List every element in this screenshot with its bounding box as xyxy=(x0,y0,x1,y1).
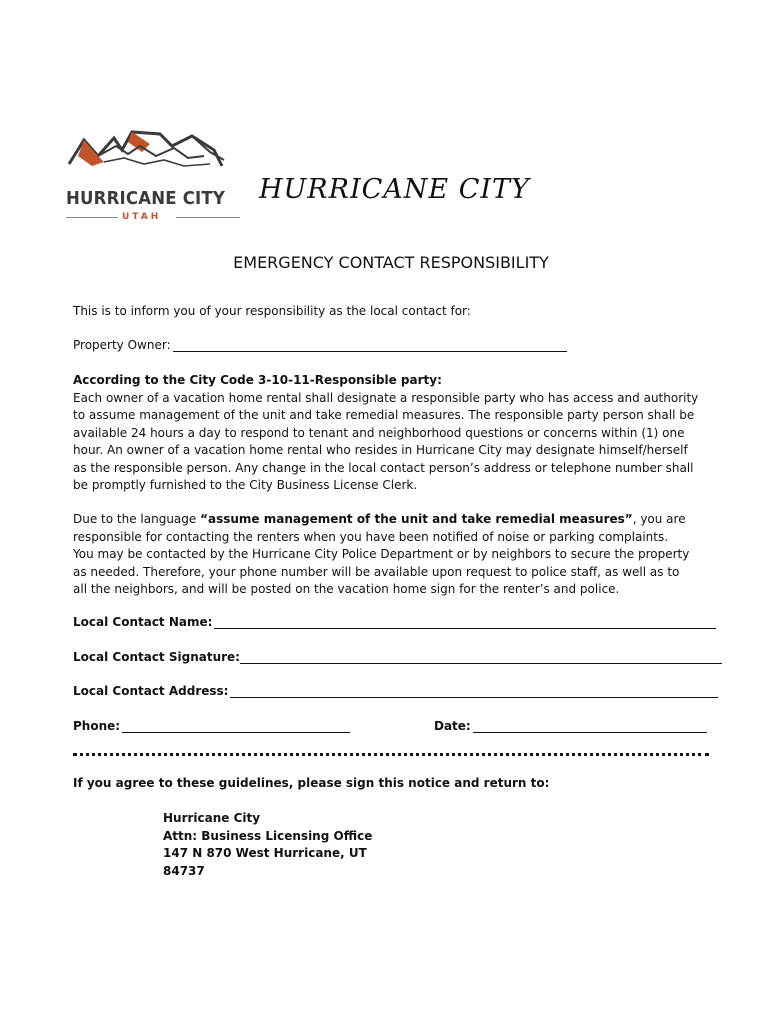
contact-signature-field xyxy=(73,650,722,664)
address-line: 147 N 870 West Hurricane, UT xyxy=(163,846,367,860)
date-field xyxy=(434,719,707,733)
hurricane-city-logo xyxy=(64,126,244,226)
city-script-title: HURRICANE CITY xyxy=(259,174,530,205)
contact-name-label: Local Contact Name: xyxy=(73,615,213,629)
document-title: EMERGENCY CONTACT RESPONSIBILITY xyxy=(233,253,549,272)
intro-text: This is to inform you of your responsibility as the local contact for: xyxy=(73,304,471,318)
due-quote: “assume management of the unit and take remedial measures” xyxy=(200,512,633,526)
property-owner-field xyxy=(73,338,567,352)
contact-name-field xyxy=(73,615,716,629)
phone-label: Phone: xyxy=(73,719,121,733)
agree-text: If you agree to these guidelines, please sign this notice and return to: xyxy=(73,776,550,790)
code-line: be promptly furnished to the City Business License Clerk. xyxy=(73,478,418,492)
date-blank[interactable] xyxy=(473,720,707,733)
return-address xyxy=(163,810,372,880)
code-heading: According to the City Code 3-10-11-Responsible party: xyxy=(73,373,442,387)
contact-signature-label: Local Contact Signature: xyxy=(73,650,240,664)
due-line: as needed. Therefore, your phone number will be available upon request to police staff, as well as to xyxy=(73,564,680,579)
code-line: hour. An owner of a vacation home rental who resides in Hurricane City may designate himself/herself xyxy=(73,443,688,457)
address-line: Hurricane City xyxy=(163,811,261,825)
contact-address-field xyxy=(73,684,718,698)
mountain-logo-icon xyxy=(64,126,244,186)
logo-rule-left xyxy=(66,217,118,218)
cut-line-divider xyxy=(73,753,709,756)
phone-blank[interactable] xyxy=(122,720,350,733)
due-prefix: Due to the language xyxy=(73,512,201,526)
logo-wordmark: HURRICANE CITY xyxy=(66,188,226,209)
contact-name-blank[interactable] xyxy=(214,616,716,629)
due-paragraph xyxy=(73,511,713,599)
property-owner-label: Property Owner: xyxy=(73,338,171,352)
address-line: 84737 xyxy=(163,863,205,878)
date-label: Date: xyxy=(434,719,471,733)
code-line: available 24 hours a day to respond to tenant and neighborhood questions or concerns within (1) one xyxy=(73,425,685,440)
code-line: as the responsible person. Any change in the local contact person’s address or telephone number shall xyxy=(73,460,694,475)
address-line: Attn: Business Licensing Office xyxy=(163,828,373,843)
phone-field xyxy=(73,719,350,733)
code-paragraph xyxy=(73,372,713,495)
contact-address-label: Local Contact Address: xyxy=(73,684,229,698)
due-first-line xyxy=(73,511,713,529)
contact-address-blank[interactable] xyxy=(230,685,718,698)
logo-rule-right xyxy=(176,217,240,218)
property-owner-blank[interactable] xyxy=(173,339,567,352)
due-line: You may be contacted by the Hurricane City Police Department or by neighbors to secure the property xyxy=(73,547,690,561)
due-line: responsible for contacting the renters when you have been notified of noise or parking complaints. xyxy=(73,529,669,544)
due-line: all the neighbors, and will be posted on the vacation home sign for the renter’s and police. xyxy=(73,582,620,596)
code-line: Each owner of a vacation home rental shall designate a responsible party who has access and authority xyxy=(73,390,699,405)
contact-signature-blank[interactable] xyxy=(240,651,722,664)
logo-subtitle: UTAH xyxy=(122,212,162,222)
due-suffix: , you are xyxy=(632,512,686,526)
code-line: to assume management of the unit and take remedial measures. The responsible party person shall be xyxy=(73,408,695,422)
